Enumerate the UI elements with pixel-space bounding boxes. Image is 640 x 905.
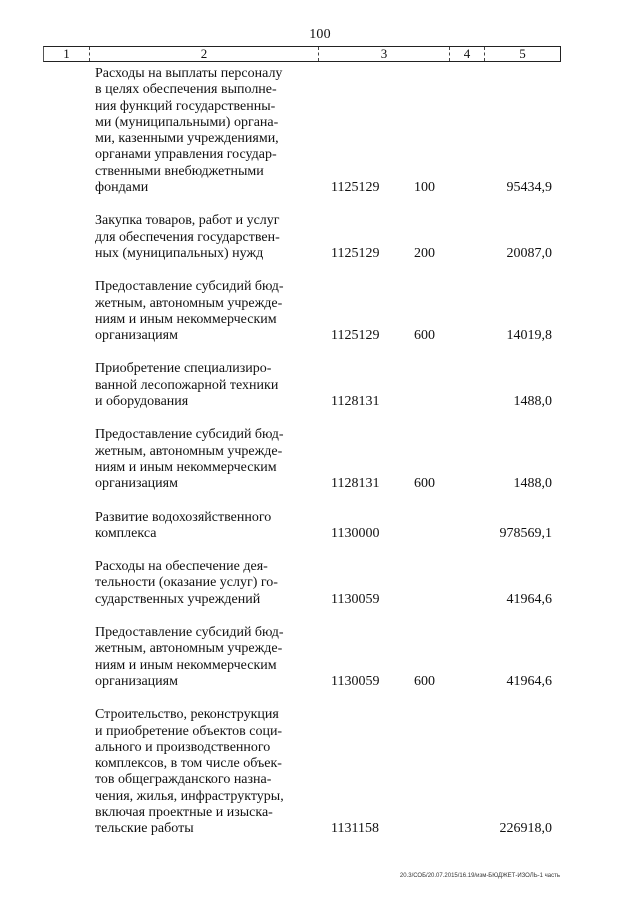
row-name: Закупка товаров, работ и услуг для обеспечения государствен- ных (муниципальных) нужд [95,213,280,261]
table-row [0,707,640,837]
table-row [0,427,640,492]
row-code: 1130059 [331,591,380,607]
table-row [0,66,640,196]
row-sum: 41964,6 [506,591,552,607]
row-sum: 978569,1 [499,525,552,541]
row-code: 1125129 [331,328,380,344]
row-sum: 1488,0 [513,476,552,492]
row-name: Строительство, реконструкция и приобретение объектов соци- ального и производственного комплексов, в том числе объек- тов общегражданского назна- чения, жилья, инфраструктуры, включая проектные и изыска- тельские работы [95,707,284,837]
table-row [0,510,640,543]
row-type: 600 [414,328,435,344]
row-code: 1131158 [331,821,379,837]
row-sum: 41964,6 [506,673,552,689]
footer-reference: 20.3/СОБ/20.07.2015/16.19/изм-БЮДЖЕТ-ИЗОЛЬ-1 часть [399,873,560,879]
row-type: 600 [414,673,435,689]
row-code: 1128131 [331,394,380,410]
row-name: Расходы на выплаты персоналу в целях обеспечения выполне- ния функций государственны- ми (муниципальными) органа- ми, казенными учреждениями, органами управления государ- ственными внебюджетными фондами [95,66,283,196]
table-row [0,361,640,410]
row-sum: 226918,0 [499,821,552,837]
table-row [0,213,640,262]
table-header [43,46,561,62]
row-code: 1125129 [331,180,380,196]
header-col-1: 1 [44,47,90,61]
page-number: 100 [309,27,331,42]
row-sum: 95434,9 [506,180,552,196]
row-name: Развитие водохозяйственного комплекса [95,509,272,541]
header-col-3: 3 [319,47,450,61]
header-col-5: 5 [519,46,526,61]
table-row [0,279,640,344]
row-name: Предоставление субсидий бюд- жетным, автономным учрежде- ниям и иным некоммерческим организациям [95,625,284,689]
header-col-2: 2 [90,47,319,61]
row-name: Предоставление субсидий бюд- жетным, автономным учрежде- ниям и иным некоммерческим организациям [95,427,284,492]
row-code: 1130059 [331,673,380,689]
table-row [0,559,640,608]
table-body [0,66,640,838]
row-code: 1130000 [331,525,380,541]
row-type: 600 [414,476,435,492]
row-sum: 14019,8 [506,328,552,344]
row-sum: 1488,0 [513,394,552,410]
row-name: Приобретение специализиро- ванной лесопожарной техники и оборудования [95,361,279,410]
row-type: 200 [414,245,435,261]
row-name: Предоставление субсидий бюд- жетным, автономным учрежде- ниям и иным некоммерческим организациям [95,279,284,344]
row-name: Расходы на обеспечение дея- тельности (оказание услуг) го- сударственных учреждений [95,559,278,607]
header-col-4: 4 [450,47,485,61]
table-row [0,625,640,690]
row-sum: 20087,0 [506,245,552,261]
row-type: 100 [414,180,435,196]
row-code: 1128131 [331,476,380,492]
row-code: 1125129 [331,245,380,261]
